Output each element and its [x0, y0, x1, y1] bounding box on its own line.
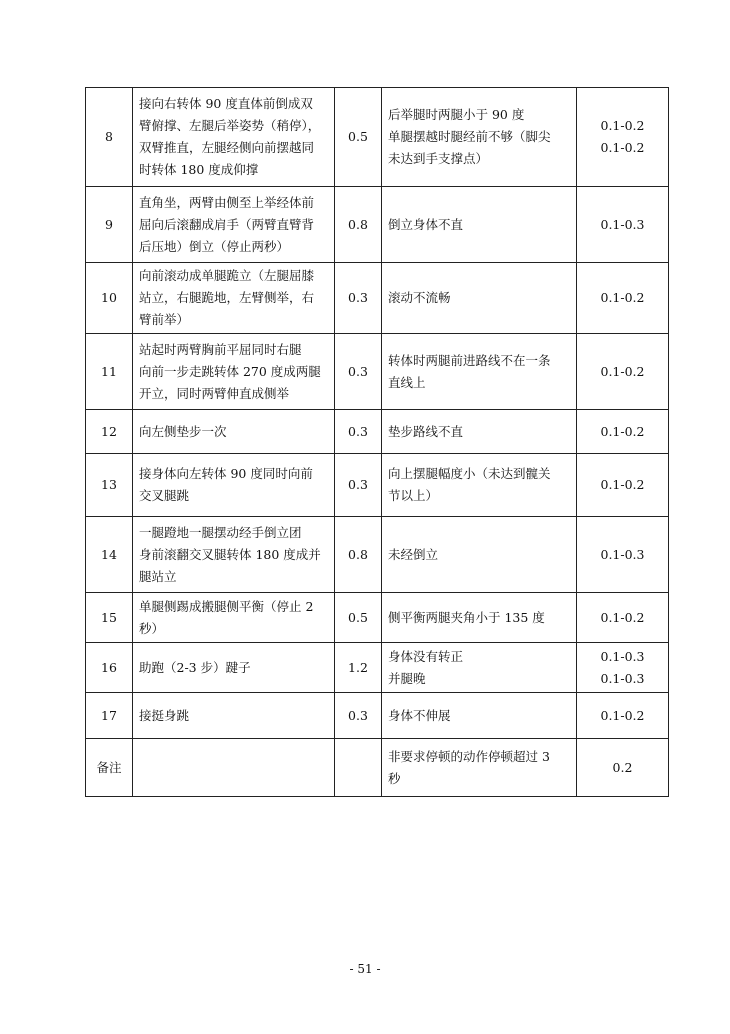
deduction-line: 0.1-0.2 — [600, 290, 645, 305]
row-number: 13 — [86, 454, 133, 517]
deduction-line: 0.1-0.2 — [600, 423, 645, 439]
error-line: 后举腿时两腿小于 90 度 — [388, 107, 525, 122]
action-line: 交叉腿跳 — [139, 488, 190, 503]
error-description — [382, 643, 577, 693]
action-line: 臂前举） — [139, 312, 190, 327]
error-description — [382, 88, 577, 187]
table-row — [86, 517, 669, 593]
action-line: 一腿蹬地一腿摆动经手倒立团 — [139, 524, 302, 540]
deduction-range — [577, 517, 669, 593]
row-number: 8 — [86, 88, 133, 187]
scoring-table — [85, 87, 669, 797]
action-line: 接向右转体 90 度直体前倒成双 — [139, 96, 313, 111]
error-line: 直线上 — [388, 374, 426, 390]
action-line: 接挺身跳 — [139, 707, 190, 723]
error-description — [382, 739, 577, 797]
error-line: 倒立身体不直 — [388, 216, 464, 232]
row-number: 11 — [86, 334, 133, 410]
deduction-line: 0.2 — [612, 759, 633, 775]
table-row — [86, 334, 669, 410]
error-line: 垫步路线不直 — [388, 423, 464, 439]
error-line: 秒 — [388, 770, 401, 786]
deduction-line: 0.1-0.3 — [600, 216, 645, 232]
action-line: 助跑（2-3 步）踺子 — [139, 659, 251, 675]
error-description — [382, 187, 577, 263]
deduction-range — [577, 410, 669, 454]
action-line: 开立，同时两臂伸直成侧举 — [139, 385, 290, 401]
deduction-line: 0.1-0.3 — [600, 648, 645, 664]
action-description — [133, 454, 335, 517]
table-row — [86, 187, 669, 263]
action-line: 身前滚翻交叉腿转体 180 度成并 — [139, 546, 321, 562]
action-description — [133, 593, 335, 643]
deduction-range — [577, 593, 669, 643]
deduction-line: 0.1-0.2 — [600, 118, 645, 133]
action-line: 屈向后滚翻成肩手（两臂直臂背 — [139, 216, 315, 232]
action-description — [133, 410, 335, 454]
action-score: 0.5 — [335, 88, 382, 187]
action-line: 时转体 180 度成仰撑 — [139, 162, 259, 177]
action-score: 0.3 — [335, 410, 382, 454]
table-row — [86, 88, 669, 187]
action-description — [133, 187, 335, 263]
error-line: 滚动不流畅 — [388, 290, 451, 305]
action-score: 1.2 — [335, 643, 382, 693]
error-line: 节以上） — [388, 488, 439, 503]
error-description — [382, 593, 577, 643]
deduction-range — [577, 454, 669, 517]
table-row — [86, 454, 669, 517]
deduction-line: 0.1-0.2 — [600, 609, 645, 625]
row-number: 15 — [86, 593, 133, 643]
row-number: 备注 — [86, 739, 133, 797]
action-score: 0.3 — [335, 454, 382, 517]
action-line: 站立，右腿跪地，左臂侧举，右 — [139, 290, 315, 305]
error-line: 转体时两腿前进路线不在一条 — [388, 352, 551, 368]
deduction-line: 0.1-0.2 — [600, 363, 645, 379]
action-description — [133, 88, 335, 187]
error-description — [382, 334, 577, 410]
table-row — [86, 593, 669, 643]
error-line: 身体没有转正 — [388, 648, 464, 664]
error-line: 单腿摆越时腿经前不够（脚尖 — [388, 129, 551, 144]
action-score: 0.3 — [335, 693, 382, 739]
error-line: 非要求停顿的动作停顿超过 3 — [388, 748, 550, 764]
action-score: 0.8 — [335, 187, 382, 263]
action-score — [335, 739, 382, 797]
action-score: 0.3 — [335, 334, 382, 410]
action-description — [133, 517, 335, 593]
row-number: 17 — [86, 693, 133, 739]
action-line: 向前一步走跳转体 270 度成两腿 — [139, 363, 321, 379]
action-line: 腿站立 — [139, 568, 177, 584]
deduction-range — [577, 187, 669, 263]
row-number: 14 — [86, 517, 133, 593]
table-row — [86, 643, 669, 693]
error-line: 未经倒立 — [388, 546, 439, 562]
deduction-range — [577, 643, 669, 693]
error-description — [382, 517, 577, 593]
action-description — [133, 334, 335, 410]
table-row — [86, 739, 669, 797]
error-line: 向上摆腿幅度小（未达到髋关 — [388, 466, 551, 481]
error-line: 侧平衡两腿夹角小于 135 度 — [388, 609, 545, 625]
action-line: 双臂推直，左腿经侧向前摆越同 — [139, 140, 315, 155]
error-description — [382, 263, 577, 334]
table-row — [86, 693, 669, 739]
table-row — [86, 263, 669, 334]
action-line: 接身体向左转体 90 度同时向前 — [139, 466, 313, 481]
action-line: 后压地）倒立（停止两秒） — [139, 238, 290, 254]
action-description — [133, 643, 335, 693]
action-score: 0.8 — [335, 517, 382, 593]
deduction-range — [577, 693, 669, 739]
page-number: - 51 - — [349, 962, 381, 976]
error-line: 未达到手支撑点） — [388, 151, 489, 166]
table-row — [86, 410, 669, 454]
error-line: 身体不伸展 — [388, 707, 451, 723]
deduction-range — [577, 739, 669, 797]
action-line: 单腿侧踢成搬腿侧平衡（停止 2 — [139, 598, 314, 614]
action-score: 0.5 — [335, 593, 382, 643]
action-line: 直角坐，两臂由侧至上举经体前 — [139, 194, 315, 210]
action-line: 向左侧垫步一次 — [139, 423, 227, 439]
error-line: 并腿晚 — [388, 670, 426, 686]
action-description — [133, 693, 335, 739]
row-number: 10 — [86, 263, 133, 334]
deduction-line: 0.1-0.2 — [600, 140, 645, 155]
row-number: 16 — [86, 643, 133, 693]
action-line: 向前滚动成单腿跪立（左腿屈膝 — [139, 268, 315, 283]
deduction-line: 0.1-0.2 — [600, 477, 645, 492]
error-description — [382, 410, 577, 454]
deduction-line: 0.1-0.3 — [600, 546, 645, 562]
action-description — [133, 739, 335, 797]
scoring-table-body — [86, 88, 669, 797]
deduction-line: 0.1-0.3 — [600, 670, 645, 686]
action-score: 0.3 — [335, 263, 382, 334]
row-number: 9 — [86, 187, 133, 263]
row-number: 12 — [86, 410, 133, 454]
error-description — [382, 454, 577, 517]
action-description — [133, 263, 335, 334]
action-line: 站起时两臂胸前平屈同时右腿 — [139, 341, 302, 357]
deduction-range — [577, 263, 669, 334]
error-description — [382, 693, 577, 739]
action-line: 秒） — [139, 620, 165, 636]
deduction-range — [577, 334, 669, 410]
action-line: 臂俯撑、左腿后举姿势（稍停）， — [139, 118, 321, 133]
deduction-range — [577, 88, 669, 187]
deduction-line: 0.1-0.2 — [600, 707, 645, 723]
